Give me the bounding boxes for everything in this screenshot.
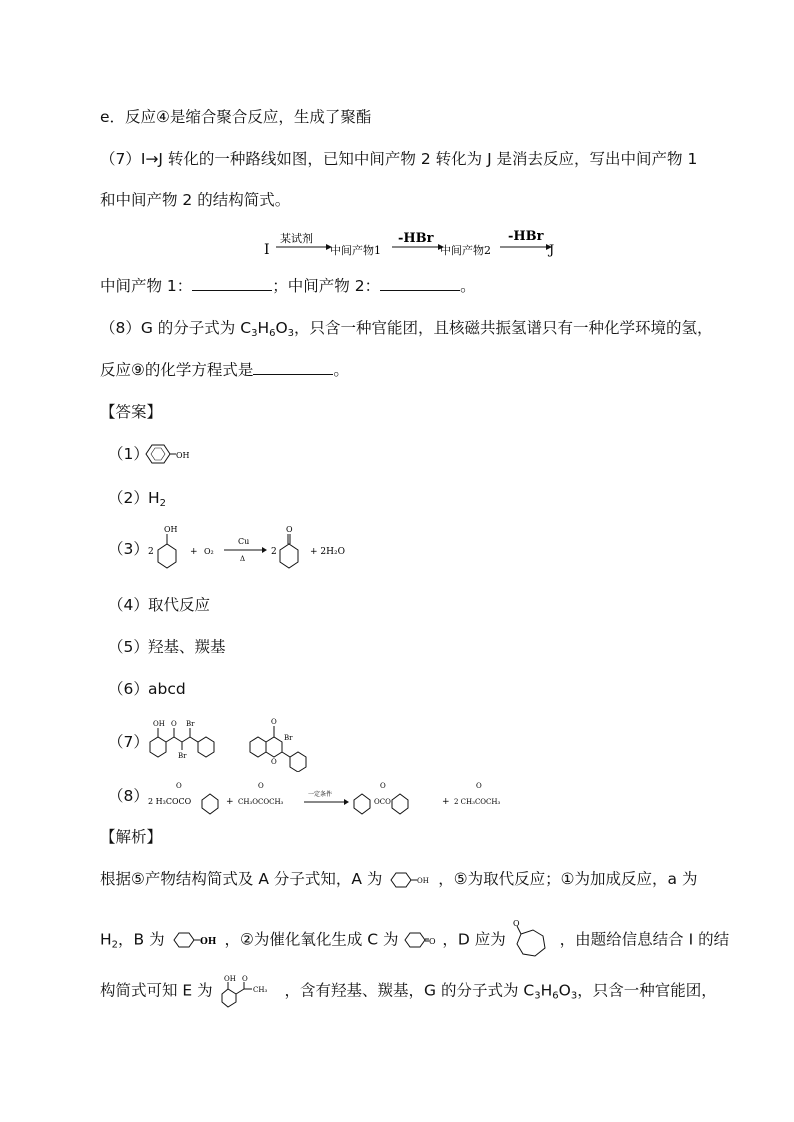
- svg-text:Cu: Cu: [238, 537, 250, 546]
- analysis-text-4: ，②为催化氧化生成 C 为: [224, 930, 399, 949]
- svg-text:O: O: [380, 782, 386, 790]
- svg-text:O: O: [429, 937, 437, 946]
- svg-text:O: O: [286, 525, 293, 534]
- blank-1: [192, 276, 272, 291]
- answer-1-phenol: [140, 440, 200, 468]
- blank-2: [380, 276, 460, 291]
- answer-8-label: （8）: [108, 787, 149, 805]
- q8-text-6: 。: [333, 361, 349, 379]
- svg-text:2: 2: [271, 547, 277, 557]
- svg-text:OH: OH: [199, 937, 216, 947]
- question-7-line1: （7）I→J 转化的一种路线如图，已知中间产物 2 转化为 J 是消去反应，写出中间产物 1: [100, 150, 698, 168]
- i-to-j-scheme: [260, 226, 560, 260]
- scheme-start: I: [264, 242, 270, 258]
- q8-text-3: O: [275, 319, 288, 337]
- svg-text:一定条件: 一定条件: [308, 791, 333, 798]
- analysis-text-3: ，B 为: [118, 930, 165, 949]
- svg-text:OH: OH: [417, 876, 430, 885]
- analysis-h: H: [100, 930, 112, 949]
- analysis-text-5: ，D 应为: [442, 930, 506, 949]
- analysis-line2: [100, 920, 729, 960]
- analysis-sub-1: 3: [534, 990, 541, 1002]
- svg-text:+ 2H₂O: + 2H₂O: [310, 547, 345, 557]
- svg-text:O: O: [271, 718, 277, 726]
- svg-text:Br: Br: [178, 752, 187, 760]
- answer-5-label: （5）: [108, 638, 149, 656]
- answer-7-structures: [140, 712, 340, 772]
- svg-text:+: +: [226, 797, 234, 807]
- scheme-mid2: 中间产物2: [440, 244, 491, 257]
- svg-text:Br: Br: [284, 734, 293, 742]
- svg-text:O: O: [176, 782, 182, 790]
- svg-text:CH₃: CH₃: [252, 986, 267, 994]
- phenol-inline: [387, 869, 433, 891]
- caprolactone-inline: [511, 920, 555, 960]
- analysis-line1: [100, 868, 697, 891]
- answer-3-equation: [140, 520, 370, 580]
- answer-6-text: abcd: [148, 680, 186, 698]
- sub-o: 3: [287, 328, 295, 339]
- svg-text:O: O: [241, 975, 248, 983]
- svg-text:Δ: Δ: [240, 555, 246, 563]
- analysis-sub-3: 3: [570, 990, 578, 1002]
- answer-2-text: [148, 487, 166, 515]
- question-7-line2: 和中间产物 2 的结构简式。: [100, 191, 291, 209]
- scheme-end: J: [549, 243, 555, 258]
- analysis-text-2: ，⑤为取代反应；①为加成反应，a 为: [438, 870, 698, 888]
- sub-c: 3: [251, 328, 258, 339]
- svg-text:O: O: [476, 782, 482, 790]
- q8-text-4: ，只含一种官能团，且核磁共振氢谱只有一种化学环境的氢，: [294, 319, 713, 337]
- q8-text-2: H: [257, 319, 270, 337]
- svg-text:+: +: [442, 797, 450, 807]
- svg-text:O: O: [171, 720, 177, 728]
- svg-text:+: +: [190, 547, 198, 557]
- scheme-step3: -HBr: [508, 229, 544, 244]
- cyclohexanol-inline: [170, 929, 220, 951]
- svg-text:Br: Br: [186, 720, 195, 728]
- answer-6-label: （6）: [108, 680, 149, 698]
- option-e: e．反应④是缩合聚合反应，生成了聚酯: [100, 108, 372, 126]
- answer-3-label: （3）: [108, 540, 149, 558]
- question-8-line1: [100, 317, 713, 345]
- blank-end: 。: [460, 277, 476, 295]
- a2-h: H: [148, 489, 160, 507]
- analysis-sub-2: 6: [552, 990, 559, 1002]
- svg-text:2 CH₃COCH₃: 2 CH₃COCH₃: [454, 798, 501, 806]
- blank2-label: ；中间产物 2：: [272, 277, 381, 295]
- answer-4-label: （4）: [108, 596, 149, 614]
- question-8-line2: [100, 359, 349, 381]
- answer-4-text: 取代反应: [148, 596, 211, 614]
- analysis-text-1: 根据⑤产物结构简式及 A 分子式知，A 为: [100, 870, 383, 888]
- a2-sub: 2: [159, 498, 167, 509]
- svg-text:O: O: [271, 758, 277, 766]
- answer-2-label: （2）: [108, 489, 149, 507]
- question-7-blanks: [100, 275, 476, 297]
- svg-text:2: 2: [148, 547, 154, 557]
- cyclohexanone-inline: [403, 929, 437, 951]
- svg-text:2 H₃COCO: 2 H₃COCO: [148, 797, 192, 806]
- analysis-line3: [100, 974, 717, 1008]
- svg-text:OH: OH: [176, 451, 190, 460]
- scheme-reagent: 某试剂: [280, 232, 313, 245]
- svg-text:O: O: [512, 920, 520, 928]
- svg-text:O: O: [258, 782, 264, 790]
- analysis-heading: 【解析】: [100, 828, 163, 846]
- analysis-text-6: ，由题给信息结合 I 的结: [559, 930, 730, 949]
- answer-7-label: （7）: [108, 733, 149, 751]
- analysis-text-8: ，含有羟基、羰基，G 的分子式为 C: [284, 981, 535, 1000]
- analysis-h2: H: [540, 981, 553, 1000]
- answer-heading: 【答案】: [100, 403, 163, 421]
- svg-text:CH₃OCOCH₃: CH₃OCOCH₃: [238, 798, 284, 806]
- scheme-step2: -HBr: [398, 231, 434, 246]
- analysis-text-7: 构简式可知 E 为: [100, 981, 213, 1000]
- answer-8-equation: [140, 772, 540, 816]
- sub-h: 6: [269, 328, 276, 339]
- analysis-o: O: [558, 981, 571, 1000]
- svg-text:OH: OH: [164, 525, 178, 534]
- analysis-text-9: ，只含一种官能团，: [577, 981, 717, 1000]
- answer-1-label: （1）: [108, 445, 149, 463]
- svg-text:OH: OH: [223, 975, 236, 983]
- analysis-h-sub: 2: [111, 939, 119, 951]
- blank-3: [253, 360, 333, 375]
- q8-text-1: （8）G 的分子式为 C: [100, 319, 252, 337]
- svg-text:O₂: O₂: [204, 547, 214, 556]
- scheme-mid1: 中间产物1: [330, 244, 381, 257]
- hydroxyacetophenone-inline: [218, 974, 280, 1008]
- svg-text:OH: OH: [153, 720, 165, 728]
- blank1-label: 中间产物 1：: [100, 277, 193, 295]
- svg-text:OCO: OCO: [374, 798, 391, 806]
- q8-text-5: 反应⑨的化学方程式是: [100, 361, 254, 379]
- answer-5-text: 羟基、羰基: [148, 638, 226, 656]
